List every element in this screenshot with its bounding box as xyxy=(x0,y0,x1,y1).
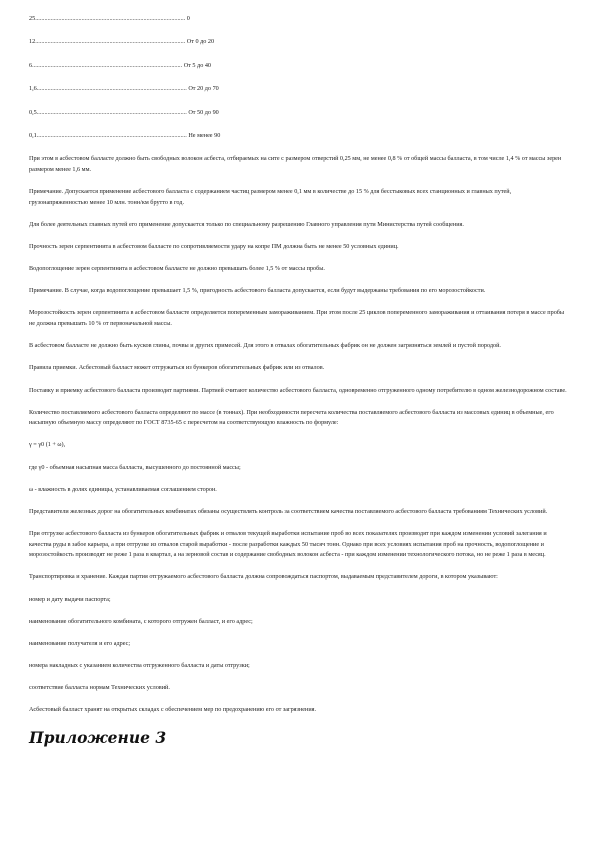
sieve-row xyxy=(29,131,567,142)
sieve-row xyxy=(29,84,567,95)
sieve-row xyxy=(29,108,567,119)
paragraph: При отгрузке асбестового балласта из бункеров обогатительных фабрик и отвалов текущей выработки испытание проб во всех показателях производят при каждом изменении условий залегания и качества руды в забое карьера, а при отгрузке из отвалов старой выработки - после разработки каждых 50 тысяч тонн. Однако при всех условиях испытания проб на прочность, водопоглощение и морозостойкость производят не реже 1 раза в квартал, а на зерновой состав и содержание свободных волокон асбеста - при каждом изменении технологического потока, но не реже 1 раза в месяц. xyxy=(29,530,547,559)
sieve-value: От 50 до 90 xyxy=(188,108,219,116)
paragraph: Правила приемки. Асбестовый балласт может отгружаться из бункеров обогатительных фабрик или из отвалов. xyxy=(29,364,325,372)
sieve-row xyxy=(29,37,567,48)
paragraph: Асбестовый балласт хранят на открытых складах с обеспечением мер по предохранению его от загрязнения. xyxy=(29,706,317,714)
paragraph: Морозостойкость зерен серпентинита в асбестовом балласте определяется попеременным замораживанием. При этом после 25 циклов попеременного замораживания и оттаивания потеря в массе пробы не должна превышать 10 % от первоначальной массы. xyxy=(29,309,565,327)
dot-leader: ................................................................................................. xyxy=(35,15,186,22)
sieve-size: 25 xyxy=(29,15,36,22)
dot-leader: ................................................................................................. xyxy=(32,61,183,69)
paragraph: номер и дату выдачи паспорта; xyxy=(29,595,111,603)
paragraph: Транспортировка и хранение. Каждая партия отгружаемого асбестового балласта должна сопровождаться паспортом, выдаваемым представителем дороги, в котором указывают: xyxy=(29,573,498,581)
text-body xyxy=(29,154,567,716)
paragraph: соответствие балласта нормам Технических условий. xyxy=(29,684,170,692)
sieve-row xyxy=(29,14,567,25)
sieve-value: От 5 до 40 xyxy=(183,61,212,69)
document-page xyxy=(29,14,567,748)
sieve-size: 12 xyxy=(29,38,36,46)
appendix-heading: Приложение 3 xyxy=(29,727,167,747)
paragraph: Для более деятельных главных путей его применение допускается только по специальному разрешению Главного управления пути Министерства путей сообщения. xyxy=(29,220,464,228)
paragraph: Представители железных дорог на обогатительных комбинатах обязаны осуществлять контроль за соответствием качества поставляемого асбестового балласта требованиям Технических условий. xyxy=(29,507,548,515)
sieve-value: От 0 до 20 xyxy=(186,38,215,46)
paragraph: ω - влажность в долях единицы, устанавливаемая соглашением сторон. xyxy=(29,485,217,493)
paragraph: В асбестовом балласте не должно быть кусков глины, почвы и других примесей. Для этого в отвалах обогатительных фабрик он не должен загрязняться землей и пустой породой. xyxy=(29,342,501,350)
sieve-value: От 20 до 70 xyxy=(188,85,219,93)
sieve-size: 1,6 xyxy=(29,85,37,93)
paragraph: Поставку и приемку асбестового балласта производят партиями. Партией считают количество асбестового балласта, одновременно отгруженного одному потребителю в одном железнодорожном составе. xyxy=(29,386,567,394)
paragraph: γ = γ0 (1 + ω), xyxy=(29,441,66,449)
paragraph: Примечание. В случае, когда водопоглощение превышает 1,5 %, пригодность асбестового балласта допускается, если будут выдержаны требования по его морозостойкости. xyxy=(29,287,486,295)
dot-leader: ................................................................................................. xyxy=(36,131,187,139)
sieve-size: 0,5 xyxy=(29,108,37,116)
sieve-value: 0 xyxy=(186,15,190,22)
sieve-size: 0,1 xyxy=(29,131,37,139)
paragraph: При этом в асбестовом балласте должно быть свободных волокон асбеста, отбираемых на сите с размером отверстий 0,25 мм, не менее 0,8 % от общей массы балласта, в том числе 1,4 % от массы зерен размером менее 1,6 мм. xyxy=(29,155,562,173)
paragraph: Прочность зерен серпентинита в асбестовом балласте по сопротивляемости удару на копре ПМ должна быть не менее 50 условных единиц. xyxy=(29,242,399,250)
paragraph: наименование обогатительного комбината, с которого отгружен балласт, и его адрес; xyxy=(29,617,253,625)
sieve-size: 6 xyxy=(29,61,33,69)
paragraph: Количество поставляемого асбестового балласта определяют по массе (в тоннах). При необходимости пересчета количества поставляемого асбестового балласта из массовых единиц в объемные, его насыпную объемную массу определяют по ГОСТ 8735-65 с пересчетом на соответствующую влажность по формуле: xyxy=(29,408,554,427)
dot-leader: ................................................................................................. xyxy=(36,85,187,93)
sieve-value: Не менее 90 xyxy=(188,131,221,139)
paragraph: Примечание. Допускается применение асбестового балласта с содержанием частиц размером менее 0,1 мм в количестве до 15 % для бесстыковых всех станционных и главных путей, грузонапряженностью менее 10 млн. тонн/км брутто в год. xyxy=(29,188,512,206)
dot-leader: ................................................................................................. xyxy=(35,38,186,46)
dot-leader: ................................................................................................. xyxy=(36,108,187,116)
paragraph: Водопоглощение зерен серпентинита в асбестовом балласте не должно превышать более 1,5 % от массы пробы. xyxy=(29,265,325,273)
sieve-row xyxy=(29,61,567,72)
paragraph: где γ0 - объемная насыпная масса балласта, высушенного до постоянной массы; xyxy=(29,463,241,471)
paragraph: номера накладных с указанием количества отгруженного балласта и даты отгрузки; xyxy=(29,662,250,670)
paragraph: наименование получателя и его адрес; xyxy=(29,639,131,647)
sieve-table xyxy=(29,14,567,141)
